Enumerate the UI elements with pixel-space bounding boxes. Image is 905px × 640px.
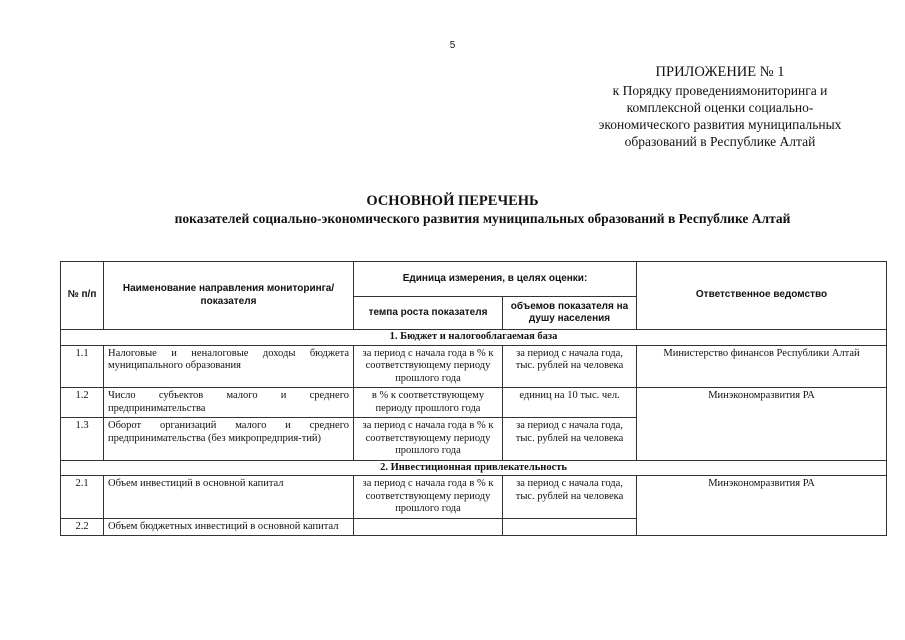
row-agency: Министерство финансов Республики Алтай (637, 345, 887, 388)
section-title: 1. Бюджет и налогооблагаемая база (61, 330, 887, 346)
indicators-table (60, 261, 887, 536)
row-volume: за период с начала года, тыс. рублей на человека (503, 476, 637, 519)
row-num: 1.1 (61, 345, 104, 388)
appendix-block (560, 64, 880, 150)
row-name: Объем бюджетных инвестиций в основной капитал (104, 518, 354, 536)
header-unit-rate: темпа роста показателя (354, 297, 503, 330)
row-volume (503, 518, 637, 536)
row-agency: Минэкономразвития РА (637, 388, 887, 461)
row-name: Налоговые и неналоговые доходы бюджета муниципального образования (104, 345, 354, 388)
row-num: 2.1 (61, 476, 104, 519)
row-rate: за период с начала года в % к соответствующему периоду прошлого года (354, 345, 503, 388)
row-rate: в % к соответствующему периоду прошлого года (354, 388, 503, 418)
appendix-line: экономического развития муниципальных (598, 117, 842, 132)
row-rate: за период с начала года в % к соответствующему периоду прошлого года (354, 418, 503, 461)
appendix-line: комплексной оценки социально- (626, 100, 814, 115)
row-num: 1.3 (61, 418, 104, 461)
table-row (61, 345, 887, 388)
row-name: Число субъектов малого и среднего предпринимательства (104, 388, 354, 418)
row-volume: за период с начала года, тыс. рублей на человека (503, 418, 637, 461)
row-num: 1.2 (61, 388, 104, 418)
table-row (61, 388, 887, 418)
header-num: № п/п (61, 262, 104, 330)
row-volume: единиц на 10 тыс. чел. (503, 388, 637, 418)
header-unit-volume: объемов показателя на душу населения (503, 297, 637, 330)
section-row (61, 460, 887, 476)
section-row (61, 330, 887, 346)
header-unit-group: Единица измерения, в целях оценки: (354, 262, 637, 297)
appendix-line: к Порядку проведениямониторинга и (612, 83, 828, 98)
document-title (0, 192, 905, 228)
document-title-main: ОСНОВНОЙ ПЕРЕЧЕНЬ (366, 193, 539, 209)
row-name: Объем инвестиций в основной капитал (104, 476, 354, 519)
row-rate (354, 518, 503, 536)
document-title-sub: показателей социально-экономического развития муниципальных образований в Республике Алтай (174, 211, 791, 226)
header-name: Наименование направления мониторинга/показателя (104, 262, 354, 330)
row-rate: за период с начала года в % к соответствующему периоду прошлого года (354, 476, 503, 519)
table-row (61, 476, 887, 519)
row-agency: Минэкономразвития РА (637, 476, 887, 536)
row-volume: за период с начала года, тыс. рублей на человека (503, 345, 637, 388)
section-title: 2. Инвестиционная привлекательность (61, 460, 887, 476)
row-num: 2.2 (61, 518, 104, 536)
row-name: Оборот организаций малого и среднего предпринимательства (без микропредприя-тий) (104, 418, 354, 461)
appendix-line: образований в Республике Алтай (624, 134, 816, 149)
appendix-heading: ПРИЛОЖЕНИЕ № 1 (655, 64, 785, 80)
page-number: 5 (449, 40, 456, 51)
header-agency: Ответственное ведомство (637, 262, 887, 330)
